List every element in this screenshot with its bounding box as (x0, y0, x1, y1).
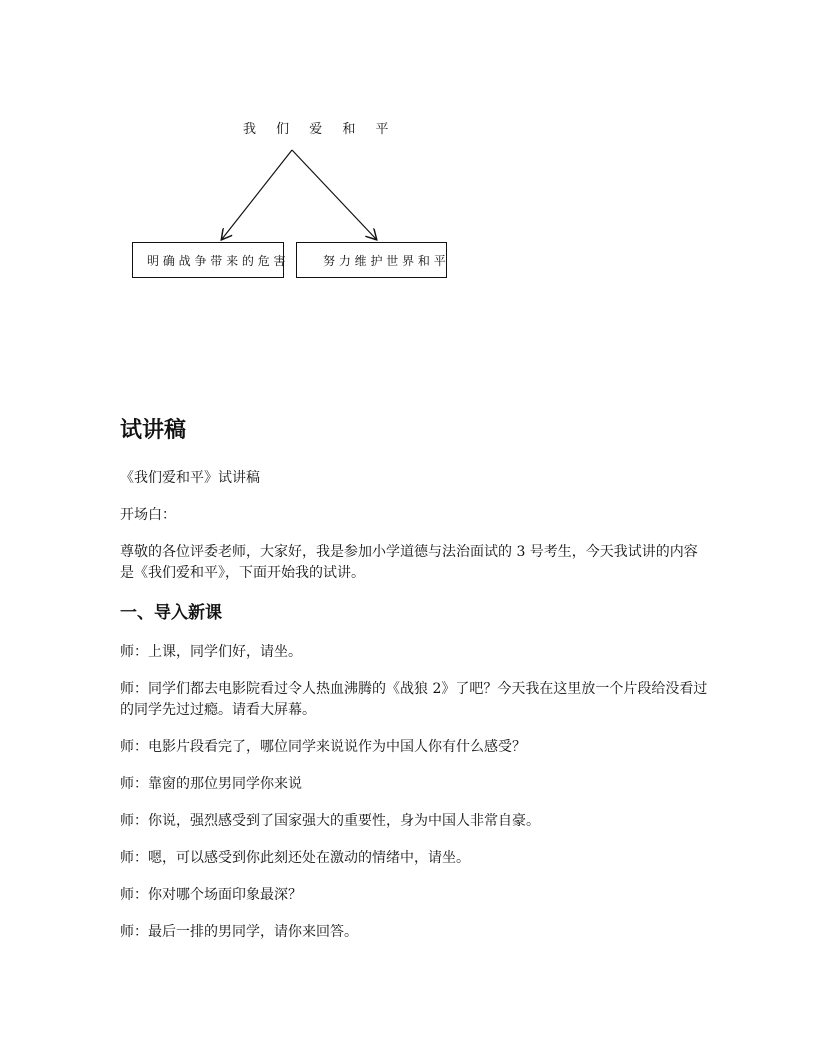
section-title-intro: 一、导入新课 (120, 603, 222, 623)
paragraph: 师：同学们都去电影院看过令人热血沸腾的《战狼 2》了吧？今天我在这里放一个片段给没看过的同学先过过瘾。请看大屏幕。 (120, 681, 708, 718)
arrow-left (222, 150, 292, 239)
paragraph: 师：你对哪个场面印象最深？ (120, 887, 302, 903)
opening-label: 开场白： (120, 507, 176, 523)
paragraph: 师：最后一排的男同学，请你来回答。 (120, 924, 358, 940)
paragraph: 师：你说，强烈感受到了国家强大的重要性，身为中国人非常自豪。 (120, 813, 540, 829)
paragraph: 师：上课，同学们好，请坐。 (120, 644, 302, 660)
paragraph: 师：靠窗的那位男同学你来说 (120, 776, 302, 792)
opening-text: 尊敬的各位评委老师，大家好，我是参加小学道德与法治面试的 3 号考生，今天我试讲的内容是《我们爱和平》，下面开始我的试讲。 (120, 544, 698, 581)
document-body (120, 414, 710, 959)
page-title: 试讲稿 (120, 418, 187, 443)
paragraph: 师：嗯，可以感受到你此刻还处在激动的情绪中，请坐。 (120, 850, 470, 866)
diagram-title: 我 们 爱 和 平 (243, 122, 397, 137)
paragraph: 师：电影片段看完了，哪位同学来说说作为中国人你有什么感受？ (120, 739, 526, 755)
concept-diagram (0, 0, 816, 300)
diagram-box-right: 努 力 维 护 世 界 和 平 (296, 242, 447, 278)
document-subtitle: 《我们爱和平》试讲稿 (120, 470, 260, 486)
arrow-right (292, 150, 376, 239)
diagram-box-left: 明 确 战 争 带 来 的 危 害 (132, 242, 284, 278)
